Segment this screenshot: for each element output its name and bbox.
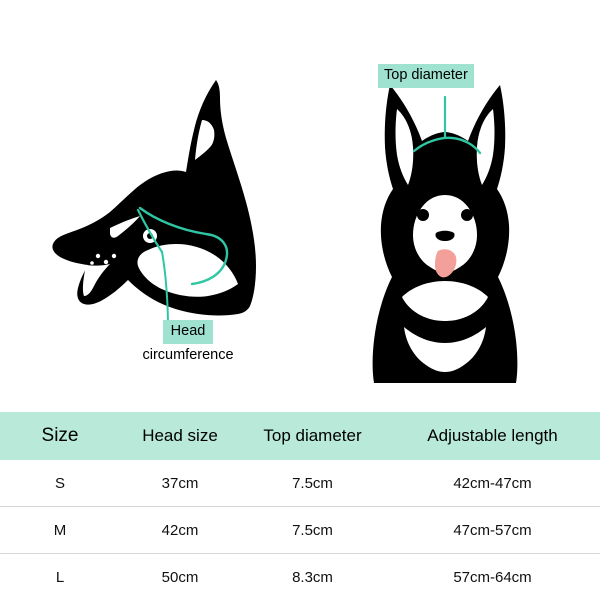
size-table-body bbox=[0, 460, 600, 600]
cell-adjustable-length: 47cm-57cm bbox=[385, 507, 600, 554]
table-row bbox=[0, 507, 600, 554]
cell-head-size: 42cm bbox=[120, 507, 240, 554]
cell-adjustable-length: 42cm-47cm bbox=[385, 460, 600, 507]
cell-adjustable-length: 57cm-64cm bbox=[453, 568, 532, 586]
label-top-diameter bbox=[378, 64, 474, 88]
cell-size: L bbox=[55, 568, 65, 586]
label-head-circumference bbox=[118, 320, 258, 367]
table-header-row bbox=[0, 412, 600, 460]
cell-top-diameter: 7.5cm bbox=[240, 507, 385, 554]
size-table-wrapper bbox=[0, 412, 600, 600]
cell-size: S bbox=[0, 460, 120, 507]
dog-head-front-silhouette bbox=[350, 75, 540, 385]
table-row bbox=[0, 460, 600, 507]
cell-head-size: 37cm bbox=[120, 460, 240, 507]
cell-head-size: 50cm bbox=[161, 568, 199, 586]
label-top-diameter-text: Top diameter bbox=[378, 64, 474, 88]
header-head-size: Head size bbox=[120, 412, 240, 460]
label-head-circumference-line1: Head bbox=[163, 320, 214, 344]
size-table-header bbox=[0, 412, 600, 460]
header-top-diameter: Top diameter bbox=[240, 412, 385, 460]
header-adjustable-length: Adjustable length bbox=[385, 412, 600, 460]
cell-top-diameter: 7.5cm bbox=[240, 460, 385, 507]
label-head-circumference-line2: circumference bbox=[142, 347, 234, 363]
cell-top-diameter: 8.3cm bbox=[292, 568, 333, 586]
dog-head-side-silhouette bbox=[30, 60, 280, 350]
table-row bbox=[0, 554, 600, 600]
header-size: Size bbox=[0, 412, 120, 460]
size-table bbox=[0, 412, 600, 600]
cell-size: M bbox=[0, 507, 120, 554]
